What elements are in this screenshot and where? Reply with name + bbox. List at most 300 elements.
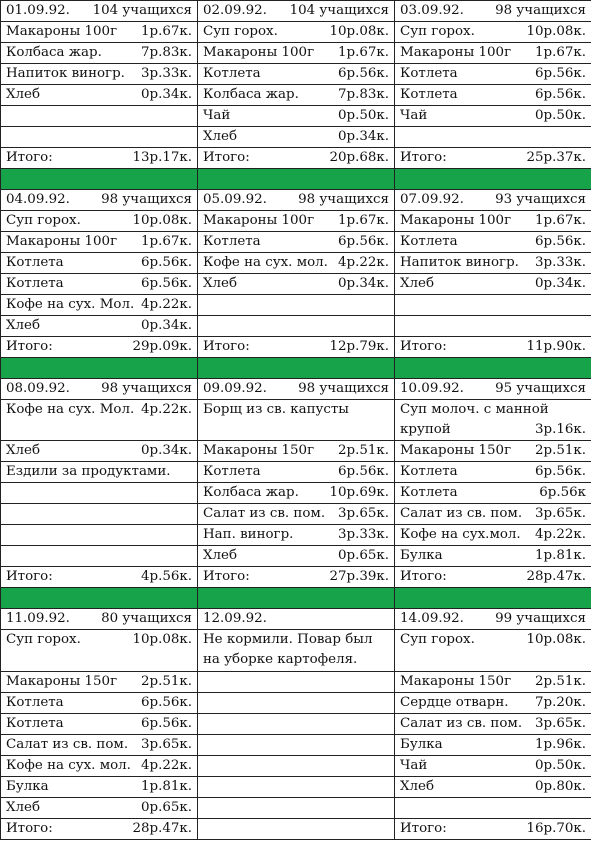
menu-row — [1, 64, 591, 85]
menu-item — [1, 22, 198, 43]
dish: Чай — [400, 758, 428, 773]
price: 4р.22к. — [140, 758, 192, 773]
menu-item — [198, 85, 395, 106]
dish: Суп молоч. с манной — [400, 402, 549, 417]
total-label: Итого: — [6, 569, 53, 584]
total-label: Итого: — [400, 569, 447, 584]
menu-item — [1, 714, 198, 735]
price: 3р.33к. — [337, 527, 389, 542]
date: 03.09.92. — [400, 3, 464, 18]
green-separator — [395, 358, 591, 379]
total-value: 29р.09к. — [132, 339, 192, 354]
pupils-count: 98 учащихся — [101, 381, 192, 396]
date: 10.09.92. — [400, 381, 464, 396]
dish: Хлеб — [203, 129, 238, 144]
total-label: Итого: — [400, 821, 447, 836]
dish: Котлета — [400, 87, 458, 102]
menu-item — [395, 316, 591, 337]
menu-row — [1, 127, 591, 148]
menu-item — [1, 735, 198, 756]
dish: Чай — [400, 108, 428, 123]
day-total — [395, 567, 591, 588]
menu-item — [198, 106, 395, 127]
price: 3р.65к. — [140, 737, 192, 752]
dish: Макароны 100г — [400, 45, 512, 60]
total-label: Итого: — [203, 569, 250, 584]
price: 0р.80к. — [534, 779, 586, 794]
total-value: 13р.17к. — [132, 150, 192, 165]
total-row — [1, 148, 591, 169]
price: 6р.56к. — [140, 716, 192, 731]
menu-row — [1, 525, 591, 546]
menu-item — [395, 64, 591, 85]
total-value: 12р.79к. — [329, 339, 389, 354]
total-label: Итого: — [6, 339, 53, 354]
date: 12.09.92. — [203, 611, 267, 626]
menu-item — [1, 672, 198, 693]
menu-item — [395, 462, 591, 483]
menu-item — [395, 127, 591, 148]
menu-item — [1, 295, 198, 316]
menu-item — [198, 127, 395, 148]
green-separator — [198, 358, 395, 379]
menu-item — [1, 798, 198, 819]
total-value: 27р.39к. — [329, 569, 389, 584]
menu-item — [395, 630, 591, 672]
day-header — [198, 379, 395, 400]
price: 0р.34к. — [534, 276, 586, 291]
price: 0р.50к. — [337, 108, 389, 123]
price: 2р.51к. — [534, 443, 586, 458]
price: 1р.67к. — [337, 45, 389, 60]
pupils-count: 104 учащихся — [289, 3, 389, 18]
price: 6р.56к. — [534, 87, 586, 102]
menu-row — [1, 43, 591, 64]
dish: Кофе на сух. мол. — [203, 255, 328, 270]
day-header — [1, 379, 198, 400]
dish: Ездили за продуктами. — [6, 464, 171, 479]
dish: Котлета — [400, 234, 458, 249]
date: 09.09.92. — [203, 381, 267, 396]
day-total — [198, 337, 395, 358]
dish: Котлета — [400, 66, 458, 81]
menu-row — [1, 714, 591, 735]
menu-item — [1, 441, 198, 462]
menu-item — [1, 253, 198, 274]
dish: Хлеб — [400, 276, 435, 291]
price: 1р.81к. — [140, 779, 192, 794]
menu-item — [1, 64, 198, 85]
day-header-row — [1, 190, 591, 211]
day-total — [1, 819, 198, 840]
menu-row — [1, 400, 591, 441]
dish: Напиток виногр. — [400, 255, 519, 270]
menu-item — [198, 714, 395, 735]
day-header — [395, 1, 591, 22]
dish: крупой — [400, 422, 451, 437]
menu-item — [198, 735, 395, 756]
menu-item — [198, 211, 395, 232]
total-value: 28р.47к. — [526, 569, 586, 584]
dish: Суп горох. — [6, 632, 81, 647]
menu-item — [1, 106, 198, 127]
day-header — [395, 190, 591, 211]
day-header — [198, 1, 395, 22]
menu-item — [395, 735, 591, 756]
price: 0р.34к. — [140, 443, 192, 458]
menu-item — [1, 127, 198, 148]
day-header — [1, 190, 198, 211]
pupils-count: 93 учащихся — [495, 192, 586, 207]
dish: Салат из св. пом. — [6, 737, 129, 752]
dish: Суп горох. — [203, 24, 278, 39]
total-label: Итого: — [203, 339, 250, 354]
menu-item — [395, 22, 591, 43]
total-value: 20р.68к. — [329, 150, 389, 165]
menu-row — [1, 253, 591, 274]
day-header — [1, 609, 198, 630]
dish: Хлеб — [400, 779, 435, 794]
day-total — [1, 148, 198, 169]
price: 4р.22к. — [337, 255, 389, 270]
dish: Булка — [400, 548, 443, 563]
day-header-row — [1, 609, 591, 630]
price: 6р.56к. — [337, 464, 389, 479]
menu-row — [1, 693, 591, 714]
dish: Котлета — [203, 66, 261, 81]
price: 1р.67к. — [534, 45, 586, 60]
price: 6р.56к. — [337, 234, 389, 249]
pupils-count: 98 учащихся — [101, 192, 192, 207]
menu-row — [1, 106, 591, 127]
menu-item — [395, 232, 591, 253]
menu-item — [1, 274, 198, 295]
dish: Котлета — [6, 695, 64, 710]
total-label: Итого: — [400, 150, 447, 165]
price: 7р.20к. — [534, 695, 586, 710]
note-text: Не кормили. Повар был на уборке картофеля. — [203, 632, 373, 667]
price: 3р.65к. — [534, 716, 586, 731]
price: 6р.56к. — [337, 66, 389, 81]
menu-item — [1, 316, 198, 337]
menu-row — [1, 483, 591, 504]
menu-item — [395, 274, 591, 295]
dish: Котлета — [203, 234, 261, 249]
total-label: Итого: — [6, 150, 53, 165]
menu-item — [395, 400, 591, 441]
date: 01.09.92. — [6, 3, 70, 18]
dish: Хлеб — [203, 276, 238, 291]
menu-note — [198, 630, 395, 672]
menu-item — [198, 546, 395, 567]
menu-item — [1, 462, 198, 483]
menu-item — [395, 798, 591, 819]
menu-item — [395, 253, 591, 274]
menu-row — [1, 274, 591, 295]
dish: Хлеб — [6, 800, 41, 815]
dish: Макароны 150г — [400, 674, 512, 689]
menu-item — [198, 441, 395, 462]
day-header-row — [1, 1, 591, 22]
menu-item — [1, 504, 198, 525]
menu-item — [198, 253, 395, 274]
menu-item — [395, 714, 591, 735]
price: 6р.56к — [539, 485, 586, 500]
menu-row — [1, 295, 591, 316]
menu-item — [198, 232, 395, 253]
dish: Котлета — [400, 485, 458, 500]
dish: Котлета — [6, 716, 64, 731]
dish: Чай — [203, 108, 231, 123]
separator-row — [1, 169, 591, 190]
menu-row — [1, 232, 591, 253]
green-separator — [395, 588, 591, 609]
pupils-count: 98 учащихся — [298, 192, 389, 207]
total-label: Итого: — [6, 821, 53, 836]
menu-item — [1, 630, 198, 672]
dish: Колбаса жар. — [203, 87, 299, 102]
dish: Салат из св. пом. — [400, 506, 523, 521]
green-separator — [1, 358, 198, 379]
dish: Суп горох. — [400, 632, 475, 647]
menu-item — [395, 546, 591, 567]
menu-row — [1, 546, 591, 567]
green-separator — [198, 588, 395, 609]
menu-row — [1, 777, 591, 798]
date: 02.09.92. — [203, 3, 267, 18]
menu-item — [198, 43, 395, 64]
price: 6р.56к. — [140, 276, 192, 291]
dish: Макароны 100г — [203, 213, 315, 228]
menu-item — [395, 106, 591, 127]
green-separator — [1, 169, 198, 190]
price: 0р.34к. — [337, 129, 389, 144]
dish: Кофе на сух. мол. — [6, 758, 131, 773]
menu-item — [1, 756, 198, 777]
menu-item — [1, 211, 198, 232]
price: 6р.56к. — [534, 66, 586, 81]
menu-item — [198, 504, 395, 525]
menu-item — [395, 504, 591, 525]
price: 3р.33к. — [140, 66, 192, 81]
day-header-row — [1, 379, 591, 400]
dish: Макароны 100г — [6, 234, 118, 249]
day-total — [1, 567, 198, 588]
menu-item — [395, 672, 591, 693]
price: 3р.65к. — [337, 506, 389, 521]
menu-item — [395, 756, 591, 777]
menu-item — [198, 462, 395, 483]
price: 3р.33к. — [534, 255, 586, 270]
total-value: 4р.56к. — [140, 569, 192, 584]
dish: Колбаса жар. — [6, 45, 102, 60]
menu-item — [198, 672, 395, 693]
dish: Напиток виногр. — [6, 66, 125, 81]
menu-item — [395, 525, 591, 546]
menu-row — [1, 630, 591, 672]
menu-item — [198, 295, 395, 316]
menu-item — [395, 693, 591, 714]
menu-item — [395, 211, 591, 232]
dish: Хлеб — [6, 318, 41, 333]
date: 05.09.92. — [203, 192, 267, 207]
menu-row — [1, 462, 591, 483]
pupils-count: 98 учащихся — [495, 3, 586, 18]
menu-item — [1, 483, 198, 504]
price: 1р.96к. — [534, 737, 586, 752]
menu-item — [198, 693, 395, 714]
price: 6р.56к. — [140, 695, 192, 710]
menu-row — [1, 735, 591, 756]
price: 10р.08к. — [329, 24, 389, 39]
price: 6р.56к. — [140, 255, 192, 270]
price: 7р.83к. — [337, 87, 389, 102]
dish: Суп горох. — [400, 24, 475, 39]
dish: Сердце отварн. — [400, 695, 509, 710]
menu-row — [1, 22, 591, 43]
price: 10р.08к. — [132, 213, 192, 228]
dish: Нап. виногр. — [203, 527, 294, 542]
menu-item — [198, 525, 395, 546]
price: 2р.51к. — [534, 674, 586, 689]
dish: Хлеб — [6, 87, 41, 102]
menu-item — [1, 232, 198, 253]
dish: Макароны 150г — [400, 443, 512, 458]
menu-row — [1, 211, 591, 232]
total-value: 16р.70к. — [526, 821, 586, 836]
dish: Кофе на сух. Мол. — [6, 402, 135, 417]
menu-row — [1, 672, 591, 693]
price: 4р.22к. — [140, 402, 192, 417]
total-label: Итого: — [400, 339, 447, 354]
price: 0р.50к. — [534, 758, 586, 773]
menu-item — [1, 400, 198, 441]
menu-row — [1, 316, 591, 337]
menu-row — [1, 756, 591, 777]
day-total — [395, 819, 591, 840]
date: 08.09.92. — [6, 381, 70, 396]
menu-row — [1, 441, 591, 462]
separator-row — [1, 358, 591, 379]
dish: Хлеб — [6, 443, 41, 458]
green-separator — [1, 588, 198, 609]
menu-item — [1, 43, 198, 64]
pupils-count: 80 учащихся — [101, 611, 192, 626]
menu-item — [1, 525, 198, 546]
dish: Салат из св. пом. — [400, 716, 523, 731]
price: 1р.67к. — [534, 213, 586, 228]
day-total — [1, 337, 198, 358]
day-header — [395, 609, 591, 630]
price: 10р.69к. — [329, 485, 389, 500]
menu-row — [1, 798, 591, 819]
menu-item — [395, 295, 591, 316]
date: 04.09.92. — [6, 192, 70, 207]
day-total — [198, 567, 395, 588]
green-separator — [395, 169, 591, 190]
price: 4р.22к. — [534, 527, 586, 542]
dish: Макароны 150г — [203, 443, 315, 458]
price: 0р.65к. — [337, 548, 389, 563]
price: 1р.67к. — [337, 213, 389, 228]
price: 2р.51к. — [337, 443, 389, 458]
price: 3р.65к. — [534, 506, 586, 521]
menu-item — [395, 441, 591, 462]
price: 0р.65к. — [140, 800, 192, 815]
day-header — [395, 379, 591, 400]
menu-item — [198, 22, 395, 43]
total-value: 25р.37к. — [526, 150, 586, 165]
pupils-count: 99 учащихся — [495, 611, 586, 626]
dish: Колбаса жар. — [203, 485, 299, 500]
menu-item — [198, 483, 395, 504]
total-row — [1, 567, 591, 588]
total-row — [1, 819, 591, 840]
day-total — [198, 148, 395, 169]
dish: Хлеб — [203, 548, 238, 563]
menu-item — [395, 483, 591, 504]
menu-item — [198, 316, 395, 337]
dish: Булка — [6, 779, 49, 794]
day-header — [198, 190, 395, 211]
menu-item — [1, 777, 198, 798]
price: 3р.16к. — [534, 422, 586, 437]
dish: Суп горох. — [6, 213, 81, 228]
price: 10р.08к. — [526, 632, 586, 647]
dish: Макароны 100г — [203, 45, 315, 60]
date: 07.09.92. — [400, 192, 464, 207]
date: 14.09.92. — [400, 611, 464, 626]
price: 1р.81к. — [534, 548, 586, 563]
price: 1р.67к. — [140, 234, 192, 249]
day-total — [395, 337, 591, 358]
price: 0р.34к. — [140, 87, 192, 102]
dish: Котлета — [203, 464, 261, 479]
date: 11.09.92. — [6, 611, 70, 626]
menu-item — [395, 85, 591, 106]
total-value: 28р.47к. — [132, 821, 192, 836]
dish: Котлета — [400, 464, 458, 479]
menu-item — [198, 274, 395, 295]
dish: Котлета — [6, 276, 64, 291]
menu-item — [198, 400, 395, 441]
price: 6р.56к. — [534, 234, 586, 249]
menu-item — [1, 546, 198, 567]
pupils-count: 95 учащихся — [495, 381, 586, 396]
menu-item — [395, 777, 591, 798]
dish: Кофе на сух. Мол. — [6, 297, 135, 312]
day-header — [1, 1, 198, 22]
menu-row — [1, 85, 591, 106]
dish: Котлета — [6, 255, 64, 270]
pupils-count: 104 учащихся — [92, 3, 192, 18]
price: 0р.34к. — [337, 276, 389, 291]
price: 7р.83к. — [140, 45, 192, 60]
dish: Макароны 100г — [6, 24, 118, 39]
price: 6р.56к. — [534, 464, 586, 479]
dish: Макароны 100г — [400, 213, 512, 228]
price: 0р.50к. — [534, 108, 586, 123]
dish: Макароны 150г — [6, 674, 118, 689]
menu-item — [395, 43, 591, 64]
menu-item — [198, 777, 395, 798]
dish: Кофе на сух.мол. — [400, 527, 521, 542]
menu-item — [198, 756, 395, 777]
menu-item — [1, 693, 198, 714]
menu-row — [1, 504, 591, 525]
total-row — [1, 337, 591, 358]
day-total — [395, 148, 591, 169]
